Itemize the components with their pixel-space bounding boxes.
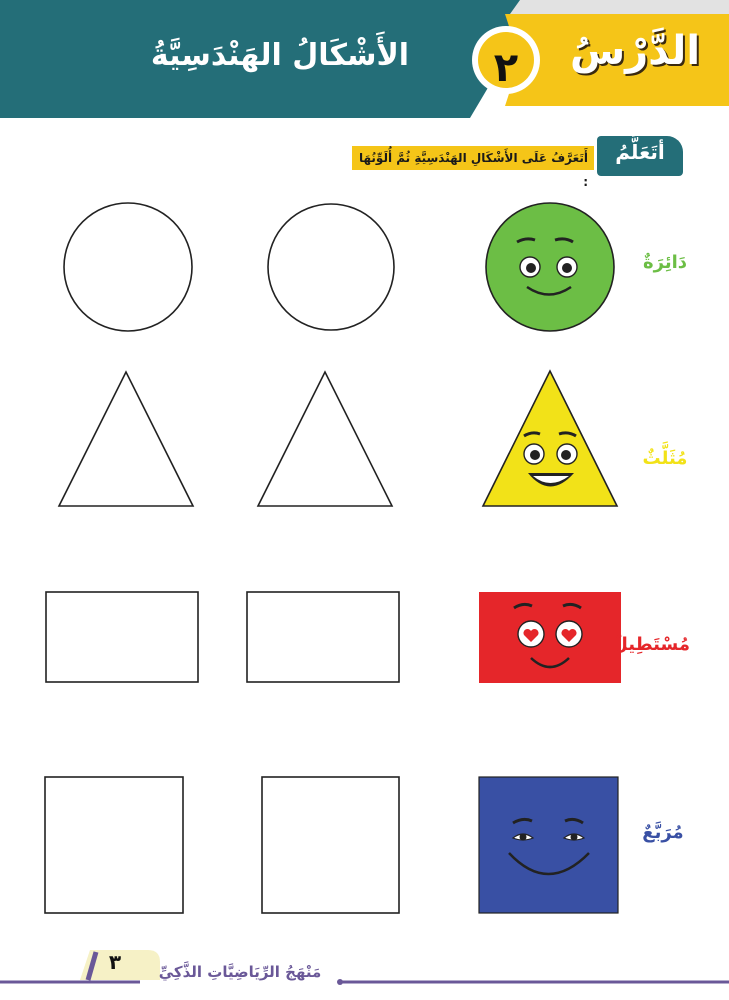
book-title: مَنْهَجُ الرِّيَاضِيَّاتِ الذَّكِيِّ [158,963,322,981]
rectangle-outline-1[interactable] [46,592,198,682]
triangle-outline-1[interactable] [59,372,193,506]
square-outline-1[interactable] [45,777,183,913]
page-number: ٣ [108,950,122,974]
lesson-number: ٢ [493,45,519,91]
square-row [45,777,618,913]
circle-outline-1[interactable] [64,203,192,331]
shapes-grid [0,190,729,930]
square-outline-2[interactable] [262,777,399,913]
triangle-outline-2[interactable] [258,372,392,506]
section-label: أتَعَلَّمُ [615,140,665,164]
lesson-title: الأَشْكَالُ الهَنْدَسِيَّةُ [150,38,410,73]
square-face-icon [479,777,618,913]
lesson-word: الدَّرْسُ [569,28,701,74]
shape-label-rectangle: مُسْتَطِيلٌ [612,634,690,655]
circle-outline-2[interactable] [268,204,394,330]
shape-label-circle: دَائِرَةٌ [643,252,687,273]
rectangle-outline-2[interactable] [247,592,399,682]
shape-label-triangle: مُثَلَّثٌ [642,448,688,469]
shape-label-square: مُرَبَّعٌ [642,822,684,843]
instruction-text: أَتَعَرَّفُ عَلَى الأَشْكَالِ الهَنْدَسِيَّةِ ثُمَّ أُلَوِّنُهَا : [352,146,594,170]
triangle-row [59,371,617,506]
circle-row [64,203,614,331]
rectangle-row [46,592,621,683]
rectangle-face-icon [479,592,621,683]
circle-face-icon [486,203,614,331]
triangle-face-icon [483,371,617,506]
